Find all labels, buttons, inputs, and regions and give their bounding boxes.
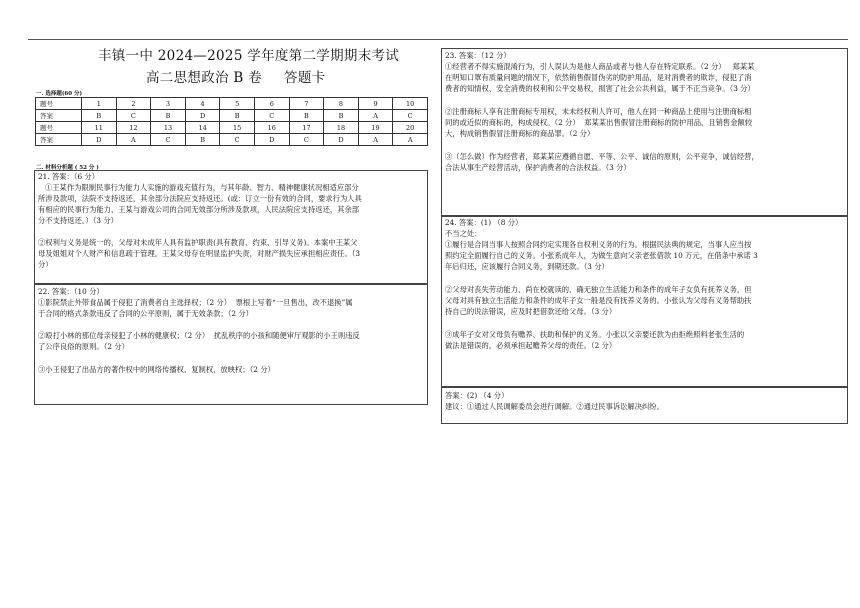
choice-answer-table <box>35 97 428 146</box>
table-row <box>36 98 428 110</box>
question-number: 2 <box>116 98 151 110</box>
q23-line: 同的或近似的商标的，构成侵权。（2 分） 郑某某出售假冒注册商标的防护用品，且销售金额较 <box>445 118 753 127</box>
q24-line: 持自己的说法错误，应及时把借款还给父母。（3 分） <box>445 307 617 316</box>
q21-line: 分不支持返还。）（3 分） <box>38 216 118 225</box>
q24-line: 照约定全面履行自己的义务。小张系成年人，为做生意向父亲老张借款 10 万元，在借条中承诺 3 <box>445 251 758 260</box>
question-number: 5 <box>220 98 255 110</box>
answer-sheet-label: 答题卡 <box>284 70 326 86</box>
answer-cell: B <box>289 110 324 122</box>
table-row <box>36 134 428 146</box>
table-row <box>36 110 428 122</box>
answer-cell: C <box>289 134 324 146</box>
q24-line: 年后归还，应该履行合同义务，到期还款。（3 分） <box>445 262 609 271</box>
q23-line: 大，构成销售假冒注册商标的商品罪。（2 分） <box>445 129 595 138</box>
q24-line: ②父母对丧失劳动能力、尚在校就读的、确无独立生活能力和条件的成年子女负有抚养义务，但 <box>445 285 752 294</box>
q23-line: ①经营者不得实施混淆行为，引人误认为是他人商品或者与他人存在特定联系。（2 分） 郑某某 <box>445 62 755 71</box>
q22-line: ②殴打小林的那位母亲侵犯了小林的健康权；（2 分） 扰乱秩序的小孩和随便审厅观影的小王则违反 <box>38 331 360 340</box>
answer-cell: D <box>324 134 359 146</box>
question-number: 9 <box>358 98 393 110</box>
table-row <box>36 122 428 134</box>
q24-line: ①履行是合同当事人按照合同约定实现各自权利义务的行为。根据民法典的规定，当事人应当按 <box>445 240 752 249</box>
q21-line: 有相应的民事行为能力，王某与游戏公司的合同无效部分所涉及款项，人民法院应支持返还，其余部 <box>38 205 360 214</box>
question-number: 14 <box>185 122 220 134</box>
question-number: 1 <box>82 98 117 110</box>
answer-cell: B <box>151 110 186 122</box>
q23-line: ②注册商标人享有注册商标专用权，未未经权利人许可，他人在同一种商品上使用与注册商标相 <box>445 107 752 116</box>
q22-line: ③小王侵犯了出品方的著作权中的网络传播权、复制权，放映权；（2 分） <box>38 365 275 374</box>
row-label: 题号 <box>36 98 82 110</box>
answer-cell: B <box>82 110 117 122</box>
question-number: 3 <box>151 98 186 110</box>
answer-cell: A <box>116 134 151 146</box>
question-number: 11 <box>82 122 117 134</box>
row-label: 答案 <box>36 110 82 122</box>
section2-heading: 二. 材料分析题 ( 52 分 ) <box>36 165 99 171</box>
q24-line: 父母对具有独立生活能力和条件的成年子女一般是没有抚养义务的。小张认为父母有义务帮助扶 <box>445 296 752 305</box>
question-number: 17 <box>289 122 324 134</box>
question-number: 8 <box>324 98 359 110</box>
row-label: 题号 <box>36 122 82 134</box>
q24b-line: 建议：①通过人民调解委员会进行调解。②通过民事诉讼解决纠纷。 <box>445 402 664 411</box>
answer-cell: B <box>185 134 220 146</box>
q21-line: 分） <box>38 260 53 269</box>
q21-line: ①王某作为限制民事行为能力人实施的游戏充值行为，与其年龄、智力、精神健康状况相适应部分 <box>38 183 359 192</box>
q24-line: 做法是错误的，必须承担起赡养父母的责任。（2 分） <box>445 341 617 350</box>
question-number: 15 <box>220 122 255 134</box>
q21-line: 母及姐姐对个人财产和信息疏于管理，王某父母存在明显监护失责，对财产损失应承担相应责任。（3 <box>38 249 361 258</box>
answer-cell: C <box>220 134 255 146</box>
answer-cell: D <box>82 134 117 146</box>
answer-cell: C <box>151 134 186 146</box>
answer-cell: A <box>393 134 428 146</box>
answer-cell: D <box>185 110 220 122</box>
question-number: 20 <box>393 122 428 134</box>
subject-label: 高二思想政治 B 卷 <box>146 70 263 86</box>
q22-line: 了公序良俗的原则。（2 分） <box>38 342 129 351</box>
q21-line: ②权利与义务是统一的，父母对未成年人具有监护职责(具有教育、约束、引导义务)。本案中王某父 <box>38 238 358 247</box>
answer-cell: D <box>254 134 289 146</box>
q23-line: 23. 答案：（12 分） <box>445 51 511 60</box>
q21-line: 所涉及款项，法院不支持返还，其余部分法院应支持返还。(或：订立一份有效的合同，要求行为人具 <box>38 194 362 203</box>
top-rule <box>28 39 848 40</box>
answer-cell: A <box>358 134 393 146</box>
q24-line: ③成年子女对父母负有赡养、扶助和保护的义务。小张以父亲要还款为由拒绝照料老张生活的 <box>445 330 745 339</box>
question-number: 4 <box>185 98 220 110</box>
q23-line: 在明知口罩有质量问题的情况下，依然销售假冒伪劣的防护用品，是对消费者的欺诈，侵犯了消 <box>445 73 752 82</box>
question-number: 6 <box>254 98 289 110</box>
question-number: 7 <box>289 98 324 110</box>
answer-cell: B <box>220 110 255 122</box>
answer-cell: C <box>116 110 151 122</box>
section1-heading: 一. 选择题(60 分) <box>36 91 83 97</box>
row-label: 答案 <box>36 134 82 146</box>
q22-line: 于合同的格式条款违反了合同的公平原则，属于无效条款；（2 分） <box>38 309 253 318</box>
exam-title: 丰镇一中 2024—2025 学年度第二学期期末考试 <box>98 48 400 64</box>
q24b-line: 答案：(2) （4 分） <box>445 391 509 400</box>
question-number: 16 <box>254 122 289 134</box>
q21-line: 21. 答案：（6 分） <box>38 172 100 181</box>
answer-cell: A <box>358 110 393 122</box>
q22-line: ①影院禁止外带食品属于侵犯了消费者自主选择权；（2 分） 票根上写着“一旦售出，改不退换”属 <box>38 298 353 307</box>
question-number: 13 <box>151 122 186 134</box>
exam-subtitle <box>146 66 325 86</box>
question-number: 12 <box>116 122 151 134</box>
q23-line: 合法从事生产经营活动，保护消费者的合法权益。（3 分） <box>445 163 631 172</box>
answer-cell: C <box>254 110 289 122</box>
answer-cell: C <box>393 110 428 122</box>
q24-line: 不当之处： <box>445 229 482 238</box>
question-number: 18 <box>324 122 359 134</box>
q23-line: ③（怎么做）作为经营者，郑某某应遵循自愿、平等、公平、诚信的原则，公平竞争，诚信经营， <box>445 152 759 161</box>
question-number: 10 <box>393 98 428 110</box>
q23-line: 费者的知情权、安全消费的权利和公平交易权，损害了社会公共利益，属于不正当竞争。（3 分） <box>445 84 755 93</box>
answer-cell: B <box>324 110 359 122</box>
question-number: 19 <box>358 122 393 134</box>
q22-line: 22. 答案：（10 分） <box>38 287 104 296</box>
q24-line: 24. 答案：(1) （8 分） <box>445 218 523 227</box>
